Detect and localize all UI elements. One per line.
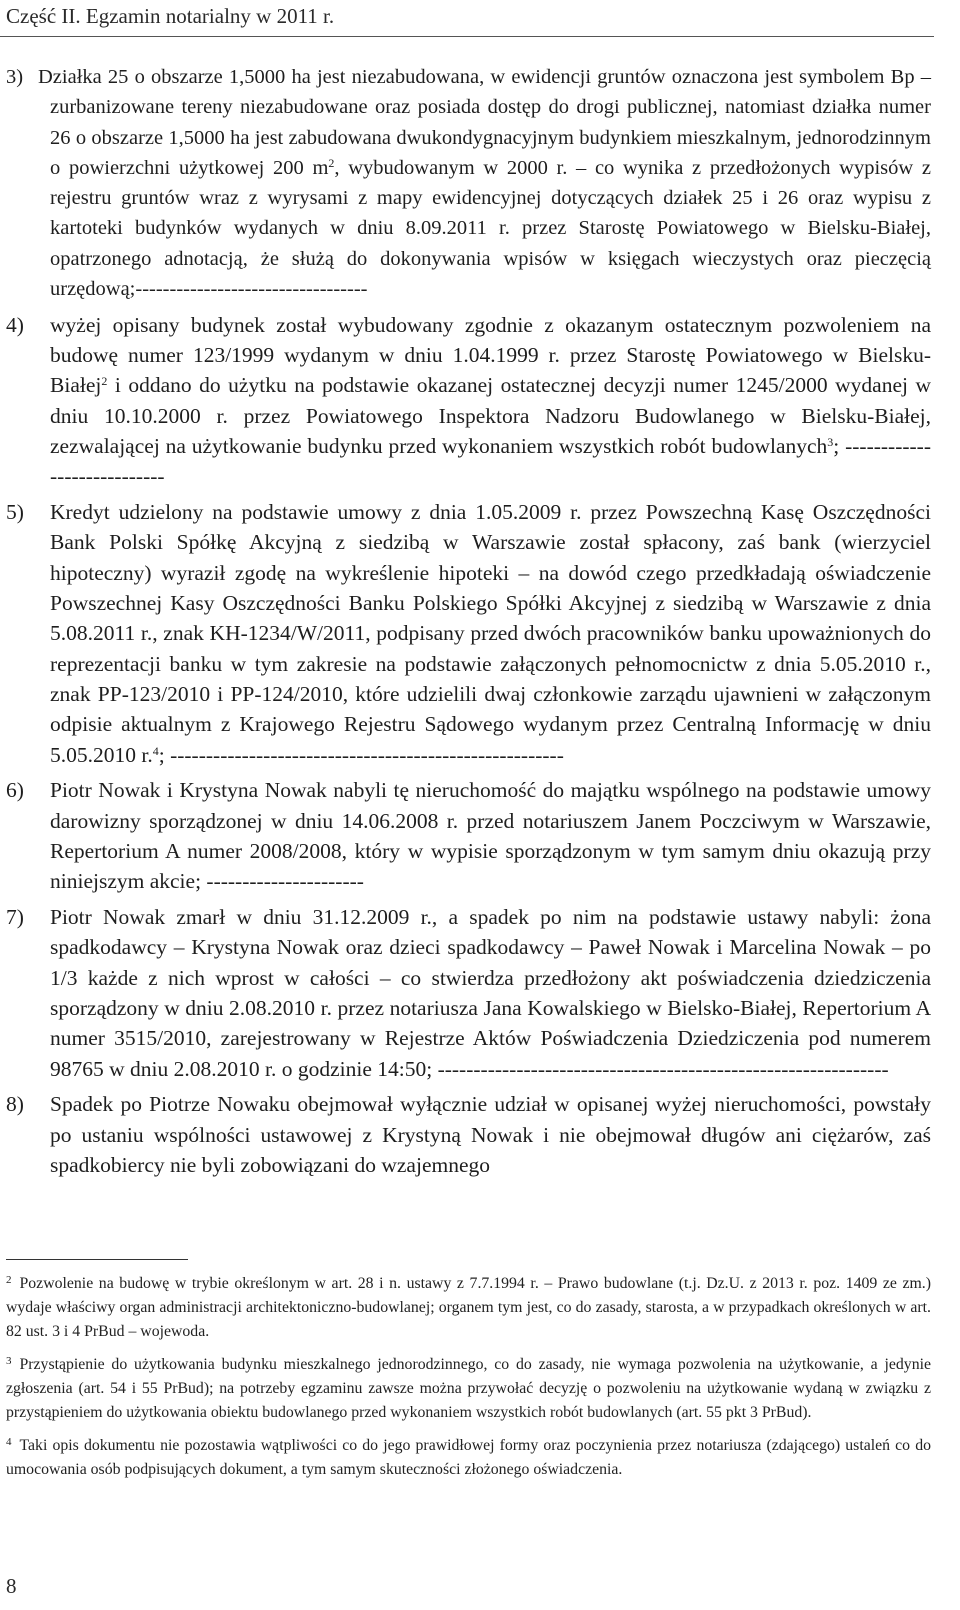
list-item-8 xyxy=(6,1089,931,1180)
item-text: Piotr Nowak zmarł w dniu 31.12.2009 r., a spadek po nim na podstawie ustawy nabyli: żona spadkodawcy – Krystyna Nowak oraz dzieci spadkodawcy – Paweł Nowak i Marcelina Nowak – po 1/3 każde z nich wprost w całości – co stwierdza przedłożony akt poświadczenia dziedziczenia sporządzony w dniu 2.08.2010 r. przez notariusza Jana Kowalskiego w Bielsko-Białej, Repertorium A numer 3515/2010, zarejestrowany w Rejestrze Aktów Poświadczenia Dziedziczenia pod numerem 98765 w dniu 2.08.2010 r. o godzinie 14:50; --------------------------------------------------------------- xyxy=(50,905,931,1081)
numbered-list xyxy=(6,62,931,1180)
footnote-ref-2: 2 xyxy=(101,374,108,389)
item-text-continued: ; ------------------------------------------------------- xyxy=(158,742,564,767)
item-text: Spadek po Piotrze Nowaku obejmował wyłącznie udział w opisanej wyżej nieruchomości, powstały po ustaniu wspólności ustawowej z Krystyną Nowak i nie obejmował długów ani ciężarów, zaś spadkobiercy nie byli zobowiązani do wzajemnego xyxy=(50,1092,931,1177)
footnote-mark: 2 xyxy=(6,1274,12,1286)
running-title: Część II. Egzamin notarialny w 2011 r. xyxy=(6,4,335,28)
footnotes xyxy=(6,1268,931,1482)
item-number: 8) xyxy=(6,1092,24,1117)
item-number: 5) xyxy=(6,500,24,525)
item-text: Działka 25 o obszarze 1,5000 ha jest niezabudowana, w ewidencji gruntów oznaczona jest symbolem Bp – zurbanizowane tereny niezabudowane oraz posiada dostęp do drogi publicznej, natomiast działka numer 26 o obszarze 1,5000 ha jest zabudowana dwukondygnacyjnym budynkiem mieszkalnym, jednorodzinnym o powierzchni użytkowej 200 m xyxy=(38,66,931,179)
footnote-ref-4: 4 xyxy=(152,743,159,758)
footnote-rule xyxy=(6,1259,188,1260)
footnote-ref-3: 3 xyxy=(827,435,834,450)
list-item-7 xyxy=(6,902,931,1084)
item-text-end: ; ---------------------------- xyxy=(50,434,932,489)
item-number: 3) xyxy=(6,66,24,88)
item-number: 7) xyxy=(6,905,24,930)
footnote-mark: 4 xyxy=(6,1436,12,1448)
footnote-4 xyxy=(6,1430,931,1482)
item-text: wyżej opisany budynek został wybudowany zgodnie z okazanym ostatecznym pozwoleniem na budowę numer 123/1999 wydanym w dniu 1.04.1999 r. przez Starostę Powiatowego w Bielsku-Białej xyxy=(50,312,931,398)
footnote-3 xyxy=(6,1349,931,1425)
footnote-text: Przystąpienie do użytkowania budynku mieszkalnego jednorodzinnego, co do zasady, nie wymaga pozwolenia na użytkowanie, a jedynie zgłoszenia (art. 54 i 55 PrBud); na potrzeby egzaminu zawsze można przywołać decyzję o pozwoleniu na użytkowanie wydaną w związku z przystąpieniem do użytkowania obiektu budowlanego przed wykonaniem wszystkich robót budowlanych (art. 55 pkt 3 PrBud). xyxy=(6,1356,931,1421)
item-text: Kredyt udzielony na podstawie umowy z dnia 1.05.2009 r. przez Powszechną Kasę Oszczędności Bank Polski Spółkę Akcyjną z siedzibą w Warszawie został spłacony, zaś bank (wierzyciel hipoteczny) wyraził zgodę na wykreślenie hipoteki – na dowód czego przedkładają oświadczenie Powszechnej Kasy Oszczędności Banku Polskiego Spółki Akcyjnej z siedzibą w Warszawie z dnia 5.08.2011 r., znak KH-1234/W/2011, podpisany przed dwóch pracowników banku upoważnionych do reprezentacji banku w tym zakresie na podstawie załączonych pełnomocnictw z dnia 5.05.2010 r., znak PP-123/2010 i PP-124/2010, które udzielili dwaj członkowie zarządu ujawnieni w załączonym odpisie aktualnym z Krajowego Rejestru Sądowego wydanym przez Centralną Informację w dniu 5.05.2010 r. xyxy=(50,500,931,767)
item-number: 4) xyxy=(6,312,24,337)
page-number: 8 xyxy=(6,1574,17,1598)
superscript: 2 xyxy=(328,155,335,170)
list-item-6 xyxy=(6,775,931,896)
list-item-3 xyxy=(6,62,931,304)
header-rule xyxy=(0,36,934,37)
item-text: Piotr Nowak i Krystyna Nowak nabyli tę nieruchomość do majątku wspólnego na podstawie umowy darowizny sporządzonej w dniu 14.06.2008 r. przed notariuszem Janem Poczciwym w Warszawie, Repertorium A numer 2008/2008, który w wypisie sporządzonym w tym samym dniu okazują przy niniejszym akcie; ---------------------- xyxy=(50,778,931,894)
item-number: 6) xyxy=(6,778,24,803)
item-text-continued: , wybudowanym w 2000 r. – co wynika z przedłożonych wypisów z rejestru gruntów wraz z wyrysami z mapy ewidencyjnej dotyczących działek 25 i 26 oraz wypisu z kartoteki budynków wydanych w dniu 8.09.2011 r. przez Starostę Powiatowego w Bielsku-Białej, opatrzonego adnotacją, że służą do dokonywania wpisów w księgach wieczystych oraz pieczęcią urzędową;---------------------------------- xyxy=(50,156,931,301)
list-item-5 xyxy=(6,497,931,770)
footnote-mark: 3 xyxy=(6,1355,12,1367)
footnote-text: Pozwolenie na budowę w trybie określonym w art. 28 i n. ustawy z 7.7.1994 r. – Prawo budowlane (t.j. Dz.U. z 2013 r. poz. 1409 ze zm.) wydaje właściwy organ administracji architektoniczno-budowlanej; organem tym jest, co do zasady, starosta, a w przypadkach określonych w art. 82 ust. 3 i 4 PrBud – wojewoda. xyxy=(6,1275,931,1340)
item-text-continued: i oddano do użytku na podstawie okazanej ostatecznej decyzji numer 1245/2000 wydanej w dniu 10.10.2000 r. przez Powiatowego Inspektora Nadzoru Budowlanego w Bielsku-Białej, zezwalającej na użytkowanie budynku przed wykonaniem wszystkich robót budowlanych xyxy=(50,373,931,459)
list-item-4 xyxy=(6,310,931,492)
footnote-2 xyxy=(6,1268,931,1344)
footnote-text: Taki opis dokumentu nie pozostawia wątpliwości co do jego prawidłowej formy oraz poczynienia przez notariusza (zdającego) ustaleń co do umocowania osób podpisujących dokument, a tym samym skuteczności złożonego oświadczenia. xyxy=(6,1437,931,1478)
